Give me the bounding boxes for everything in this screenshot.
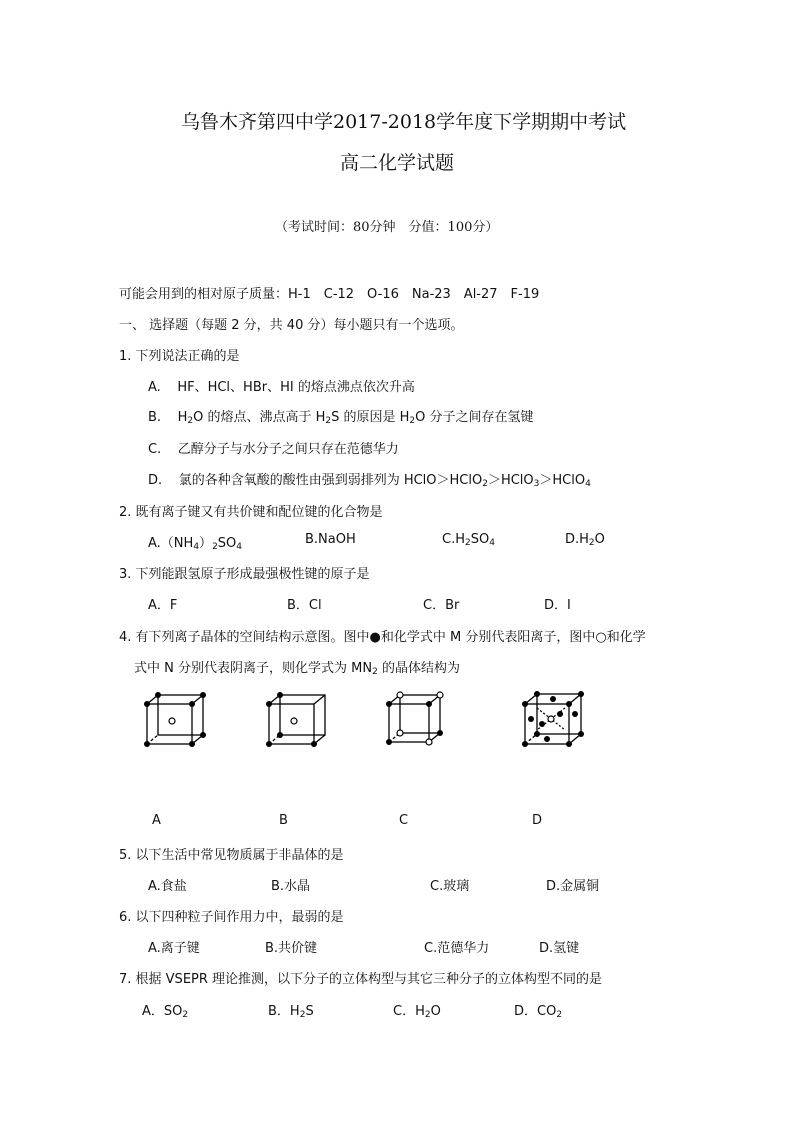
question-3-stem: 3. 下列能跟氢原子形成最强极性键的原子是 [119, 567, 370, 582]
q5-option-c[interactable]: C.玻璃 [430, 879, 470, 894]
q6-option-b[interactable]: B.共价键 [265, 941, 318, 956]
q3-option-c[interactable]: C．Br [423, 598, 460, 613]
q7-option-c[interactable]: C．$H_2O$ [393, 1004, 441, 1020]
option-label: C. [148, 442, 162, 457]
q5-option-b[interactable]: B.水晶 [271, 879, 311, 894]
option-text: 氯的各种含氧酸的酸性由强到弱排列为 HClO＞HClO$_2$＞HClO$_3$＞HClO$_4$ [178, 473, 591, 489]
question-4-stem-line2: 式中 N 分别代表阴离子，则化学式为 $MN_2$ 的晶体结构为 [134, 661, 460, 677]
q2-option-b[interactable]: B.NaOH [305, 532, 356, 547]
option-text: HF、HCl、HBr、HI 的熔点沸点依次升高 [177, 380, 415, 395]
question-7-stem: 7. 根据 VSEPR 理论推测，以下分子的立体构型与其它三种分子的立体构型不同的是 [119, 972, 603, 987]
option-label: A. [148, 380, 161, 395]
q1-option-c[interactable] [148, 438, 399, 457]
option-text: 乙醇分子与水分子之间只存在范德华力 [177, 442, 399, 457]
crystal-structure-a[interactable] [142, 690, 210, 752]
subject-title: 高二化学试题 [340, 152, 455, 174]
structure-label-b: B [279, 813, 288, 828]
option-label: D. [148, 473, 163, 488]
q6-option-d[interactable]: D.氢键 [539, 941, 580, 956]
q3-option-d[interactable]: D．I [544, 598, 571, 613]
q1-option-b[interactable] [148, 406, 534, 426]
q5-option-a[interactable]: A.食盐 [148, 879, 187, 894]
crystal-structure-d[interactable] [520, 688, 590, 752]
option-label: B. [148, 410, 162, 425]
crystal-structure-b[interactable] [264, 690, 332, 752]
q1-option-d[interactable] [148, 469, 591, 489]
q6-option-a[interactable]: A.离子键 [148, 941, 200, 956]
exam-title: 乌鲁木齐第四中学2017-2018学年度下学期期中考试 [181, 111, 627, 133]
structure-label-d: D [532, 813, 543, 828]
q7-option-d[interactable]: D．$CO_2$ [514, 1004, 563, 1020]
q7-option-a[interactable]: A．$SO_2$ [142, 1004, 189, 1020]
crystal-structure-c[interactable] [384, 690, 452, 752]
q1-option-a[interactable] [148, 376, 415, 395]
q5-option-d[interactable]: D.金属铜 [546, 879, 600, 894]
option-text: $H_2O$ 的熔点、沸点高于 $H_2S$ 的原因是 $H_2O$ 分子之间存在氢键 [177, 410, 534, 426]
q7-option-b[interactable]: B．$H_2S$ [268, 1004, 314, 1020]
exam-info: （考试时间：80分钟 分值：100分） [275, 220, 499, 235]
atomic-masses: 可能会用到的相对原子质量：H-1 C-12 O-16 Na-23 Al-27 F-19 [119, 287, 540, 302]
section-heading: 一、 选择题（每题 2 分，共 40 分）每小题只有一个选项。 [119, 318, 464, 333]
question-2-stem: 2. 既有离子键又有共价键和配位键的化合物是 [119, 505, 383, 520]
question-4-stem-line1: 4. 有下列离子晶体的空间结构示意图。图中●和化学式中 M 分别代表阳离子，图中○和化学 [119, 630, 646, 645]
question-1-stem: 1. 下列说法正确的是 [119, 349, 240, 364]
question-6-stem: 6. 以下四种粒子间作用力中，最弱的是 [119, 910, 344, 925]
structure-label-a: A [152, 813, 161, 828]
q3-option-a[interactable]: A．F [148, 598, 178, 613]
q2-option-d[interactable]: $D.H_2O$ [565, 532, 605, 548]
q3-option-b[interactable]: B．Cl [287, 598, 322, 613]
structure-label-c: C [399, 813, 409, 828]
question-5-stem: 5. 以下生活中常见物质属于非晶体的是 [119, 848, 344, 863]
q2-option-a[interactable]: $A.(NH_4)_2SO_4$ [148, 536, 243, 552]
q2-option-c[interactable]: $C.H_2SO_4$ [442, 532, 495, 548]
q6-option-c[interactable]: C.范德华力 [424, 941, 490, 956]
